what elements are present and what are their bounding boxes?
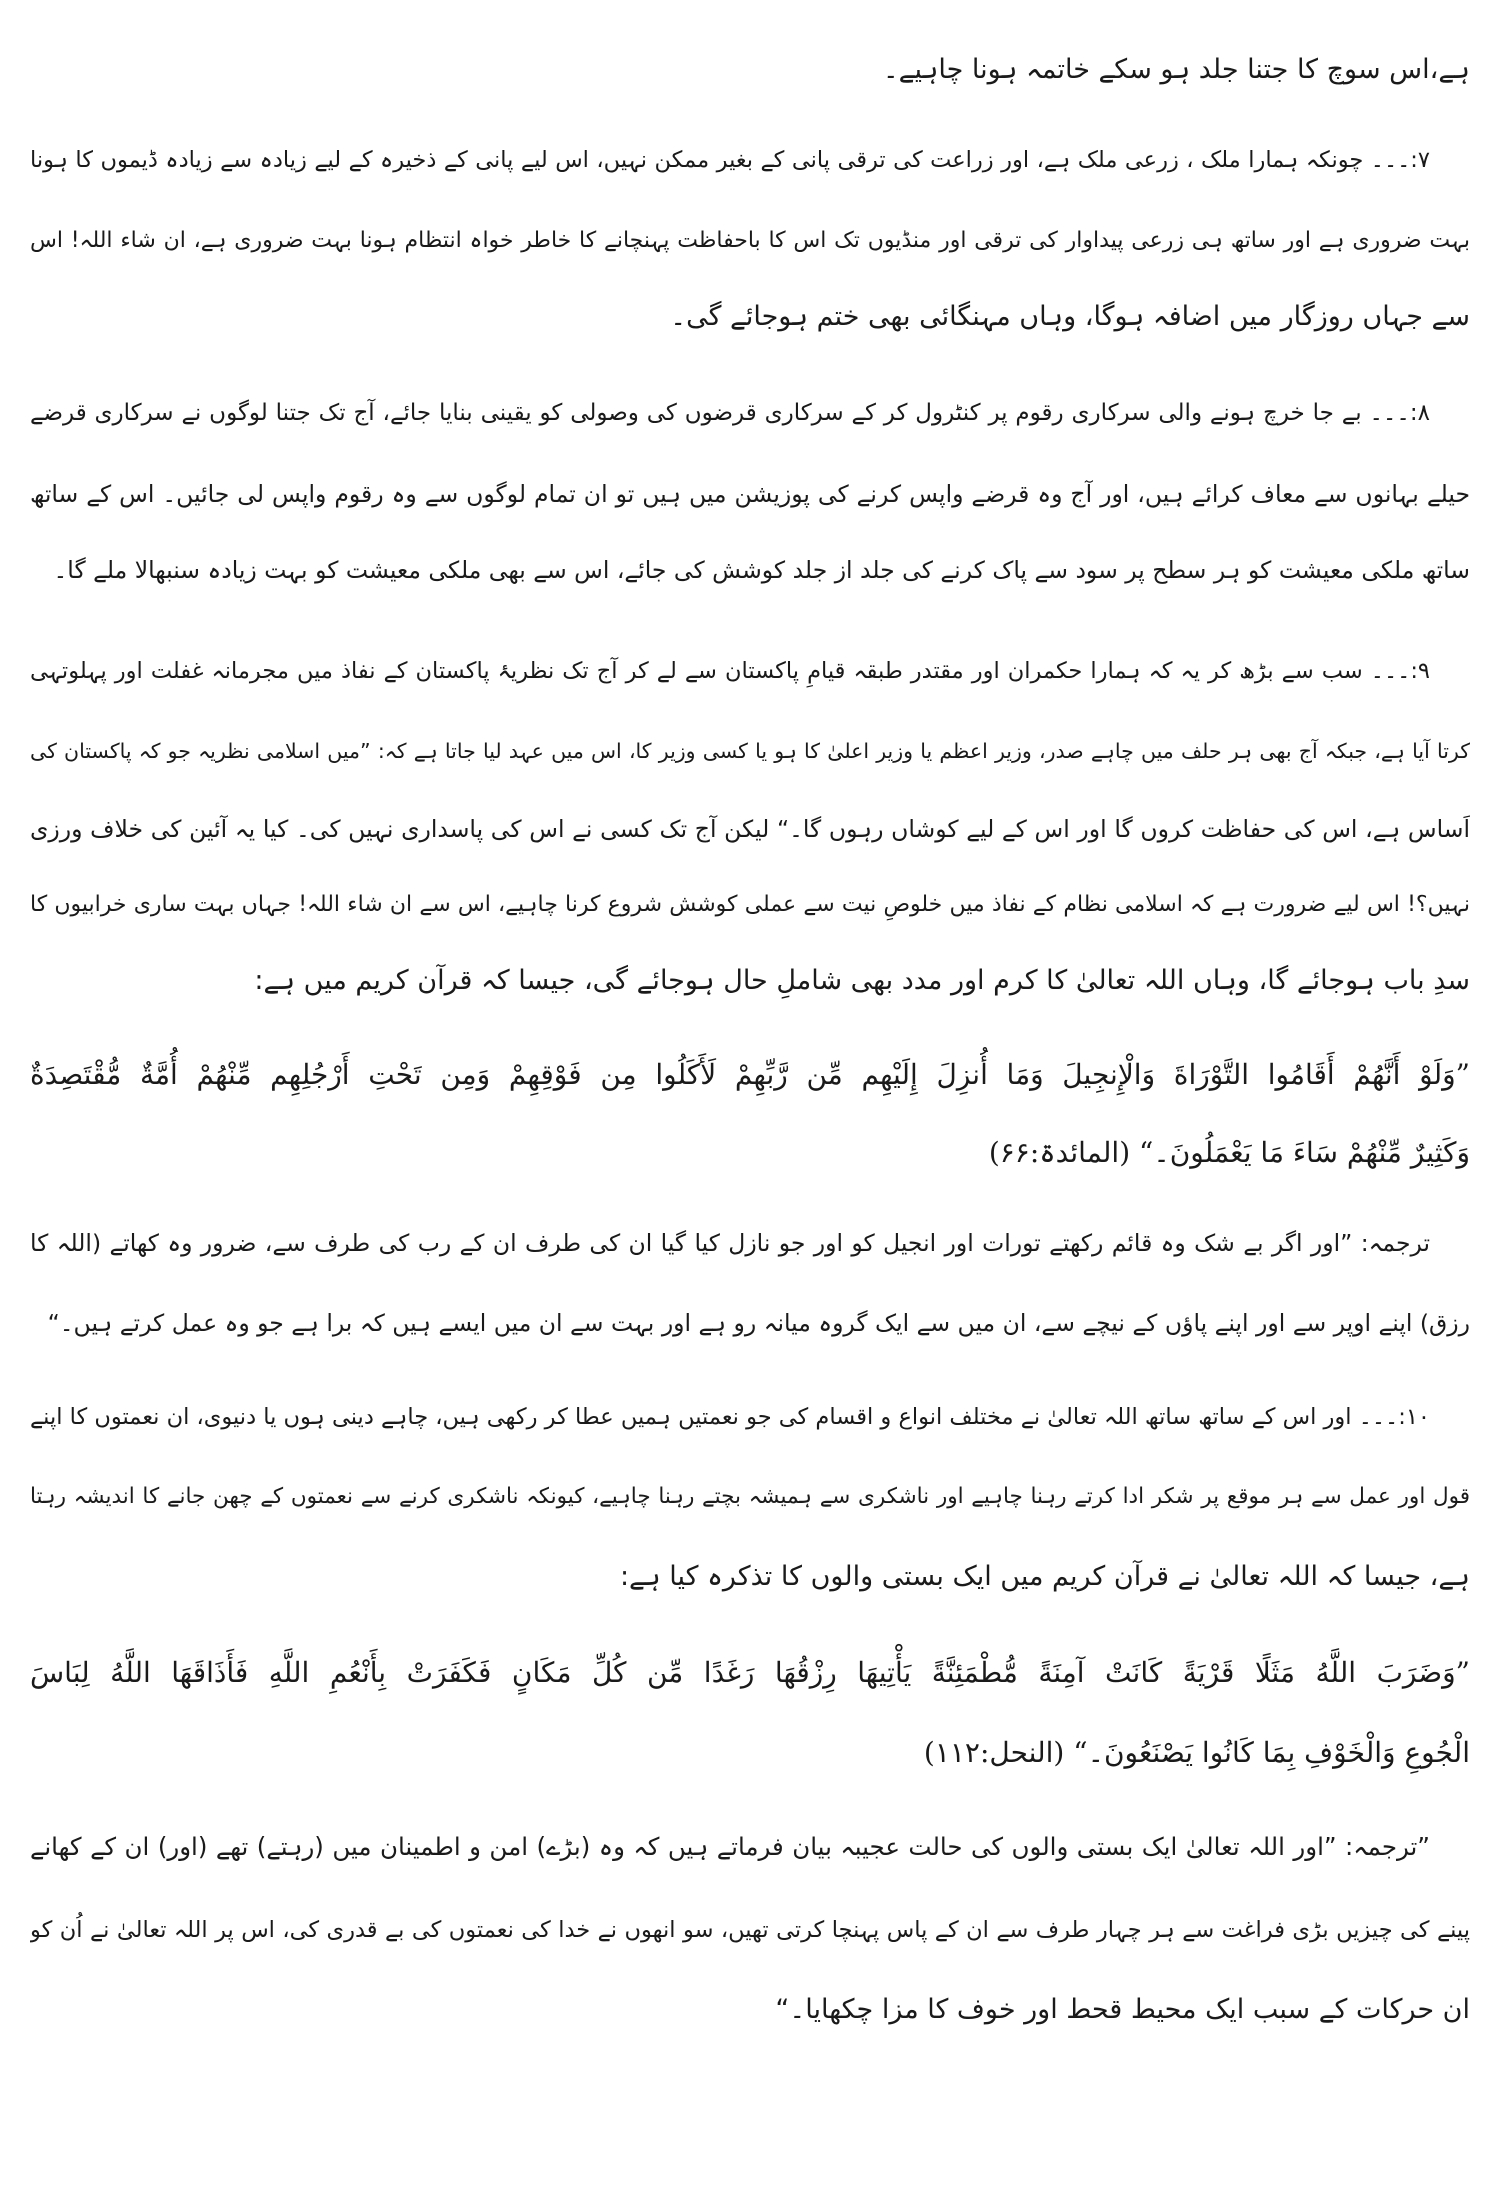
quran-verse-line-4: الْجُوعِ وَالْخَوْفِ بِمَا كَانُوا يَصْنَعُونَ۔“ (النحل:۱۱۲) [923, 1736, 1470, 1769]
quran-verse-line-3: ”وَضَرَبَ اللَّهُ مَثَلًا قَرْيَةً كَانَتْ آمِنَةً مُّطْمَئِنَّةً يَأْتِيهَا رِزْقُهَا رَغَدًا مِّن كُلِّ مَكَانٍ فَكَفَرَتْ بِأَنْعُمِ اللَّهِ فَأَذَاقَهَا اللَّهُ لِبَاسَ [30, 1656, 1470, 1689]
document-page [30, 10, 1470, 2190]
text-line-10: اَساس ہے، اس کی حفاظت کروں گا اور اس کے لیے کوشاں رہوں گا۔“ لیکن آج تک کسی نے اس کی پاسداری نہیں کی۔ کیا یہ آئین کی خلاف ورزی [30, 815, 1470, 843]
text-line-8: ۹:۔۔۔ سب سے بڑھ کر یہ کہ ہمارا حکمران اور مقتدر طبقہ قیامِ پاکستان سے لے کر آج تک نظریۂ پاکستان کے نفاذ میں مجرمانہ غفلت اور پہلوتہی [30, 658, 1430, 684]
text-line-2: ۷:۔۔۔ چونکہ ہمارا ملک ، زرعی ملک ہے، اور زراعت کی ترقی پانی کے بغیر ممکن نہیں، اس لیے پانی کے ذخیرہ کے لیے زیادہ سے زیادہ ڈیموں کا ہونا [30, 147, 1430, 173]
translation-line-2: رزق) اپنے اوپر سے اور اپنے پاؤں کے نیچے سے، ان میں سے ایک گروہ میانہ رو ہے اور بہت سے ان میں ایسے ہیں کہ برا ہے جو وہ عمل کرتے ہیں۔“ [47, 1309, 1470, 1337]
translation-line-5: ان حرکات کے سبب ایک محیط قحط اور خوف کا مزا چکھایا۔“ [775, 1994, 1470, 2025]
quran-verse-line-2: وَكَثِيرٌ مِّنْهُمْ سَاءَ مَا يَعْمَلُونَ۔“ (المائدۃ:۶۶) [988, 1136, 1470, 1169]
text-line-13: ۱۰:۔۔۔ اور اس کے ساتھ ساتھ اللہ تعالیٰ نے مختلف انواع و اقسام کی جو نعمتیں ہمیں عطا کر رکھی ہیں، چاہے دینی ہوں یا دنیوی، ان نعمتوں کا اپنے [30, 1404, 1430, 1430]
text-line-7: ساتھ ملکی معیشت کو ہر سطح پر سود سے پاک کرنے کی جلد از جلد کوشش کی جائے، اس سے بھی ملکی معیشت کو بہت زیادہ سنبھالا ملے گا۔ [53, 556, 1470, 584]
text-line-3: بہت ضروری ہے اور ساتھ ہی زرعی پیداوار کی ترقی اور منڈیوں تک اس کا باحفاظت پہنچانے کا خاطر خواہ انتظام ہونا بہت ضروری ہے، ان شاء اللہ! اس [30, 228, 1470, 253]
translation-line-1: ترجمہ: ”اور اگر بے شک وہ قائم رکھتے تورات اور انجیل کو اور جو نازل کیا گیا ان کی طرف ان کے رب کی طرف سے، ضرور وہ کھاتے (اللہ کا [30, 1229, 1430, 1257]
text-line-9: کرتا آیا ہے، جبکہ آج بھی ہر حلف میں چاہے صدر، وزیر اعظم یا وزیر اعلیٰ کا ہو یا کسی وزیر کا، اس میں عہد لیا جاتا ہے کہ: ”میں اسلامی نظریہ جو کہ پاکستان کی [30, 739, 1470, 763]
quran-verse-line-1: ”وَلَوْ أَنَّهُمْ أَقَامُوا التَّوْرَاةَ وَالْإِنجِيلَ وَمَا أُنزِلَ إِلَيْهِم مِّن رَّبِّهِمْ لَأَكَلُوا مِن فَوْقِهِمْ وَمِن تَحْتِ أَرْجُلِهِم مِّنْهُمْ أُمَّةٌ مُّقْتَصِدَةٌ [30, 1058, 1470, 1091]
translation-line-4: پینے کی چیزیں بڑی فراغت سے ہر چہار طرف سے ان کے پاس پہنچا کرتی تھیں، سو انھوں نے خدا کی نعمتوں کی بے قدری کی، اس پر اللہ تعالیٰ نے اُن کو [30, 1917, 1470, 1943]
text-line-14: قول اور عمل سے ہر موقع پر شکر ادا کرتے رہنا چاہیے اور ناشکری سے ہمیشہ بچتے رہنا چاہیے، کیونکہ ناشکری کرنے سے نعمتوں کے چھن جانے کا اندیشہ رہتا [30, 1484, 1470, 1509]
translation-line-3: ”ترجمہ: ”اور اللہ تعالیٰ ایک بستی والوں کی حالت عجیبہ بیان فرماتے ہیں کہ وہ (بڑے) امن و اطمینان میں (رہتے) تھے (اور) ان کے کھانے [30, 1832, 1430, 1861]
text-line-5: ۸:۔۔۔ بے جا خرچ ہونے والی سرکاری رقوم پر کنٹرول کر کے سرکاری قرضوں کی وصولی کو یقینی بنایا جائے، آج تک جتنا لوگوں نے سرکاری قرضے [30, 400, 1430, 426]
text-line-15: ہے، جیسا کہ اللہ تعالیٰ نے قرآن کریم میں ایک بستی والوں کا تذکرہ کیا ہے: [619, 1561, 1470, 1592]
text-line-11: نہیں؟! اس لیے ضرورت ہے کہ اسلامی نظام کے نفاذ میں خلوصِ نیت سے عملی کوشش شروع کرنا چاہیے، اس سے ان شاء اللہ! جہاں بہت ساری خرابیوں کا [30, 892, 1470, 917]
text-line-6: حیلے بہانوں سے معاف کرائے ہیں، اور آج وہ قرضے واپس کرنے کی پوزیشن میں ہیں تو ان تمام لوگوں سے وہ رقوم واپس لی جائیں۔ اس کے ساتھ [30, 480, 1470, 508]
text-line-1: ہے،اس سوچ کا جتنا جلد ہو سکے خاتمہ ہونا چاہیے۔ [882, 54, 1470, 85]
text-line-4: سے جہاں روزگار میں اضافہ ہوگا، وہاں مہنگائی بھی ختم ہوجائے گی۔ [670, 301, 1470, 332]
text-line-12: سدِ باب ہوجائے گا، وہاں اللہ تعالیٰ کا کرم اور مدد بھی شاملِ حال ہوجائے گی، جیسا کہ قرآن کریم میں ہے: [254, 965, 1470, 996]
